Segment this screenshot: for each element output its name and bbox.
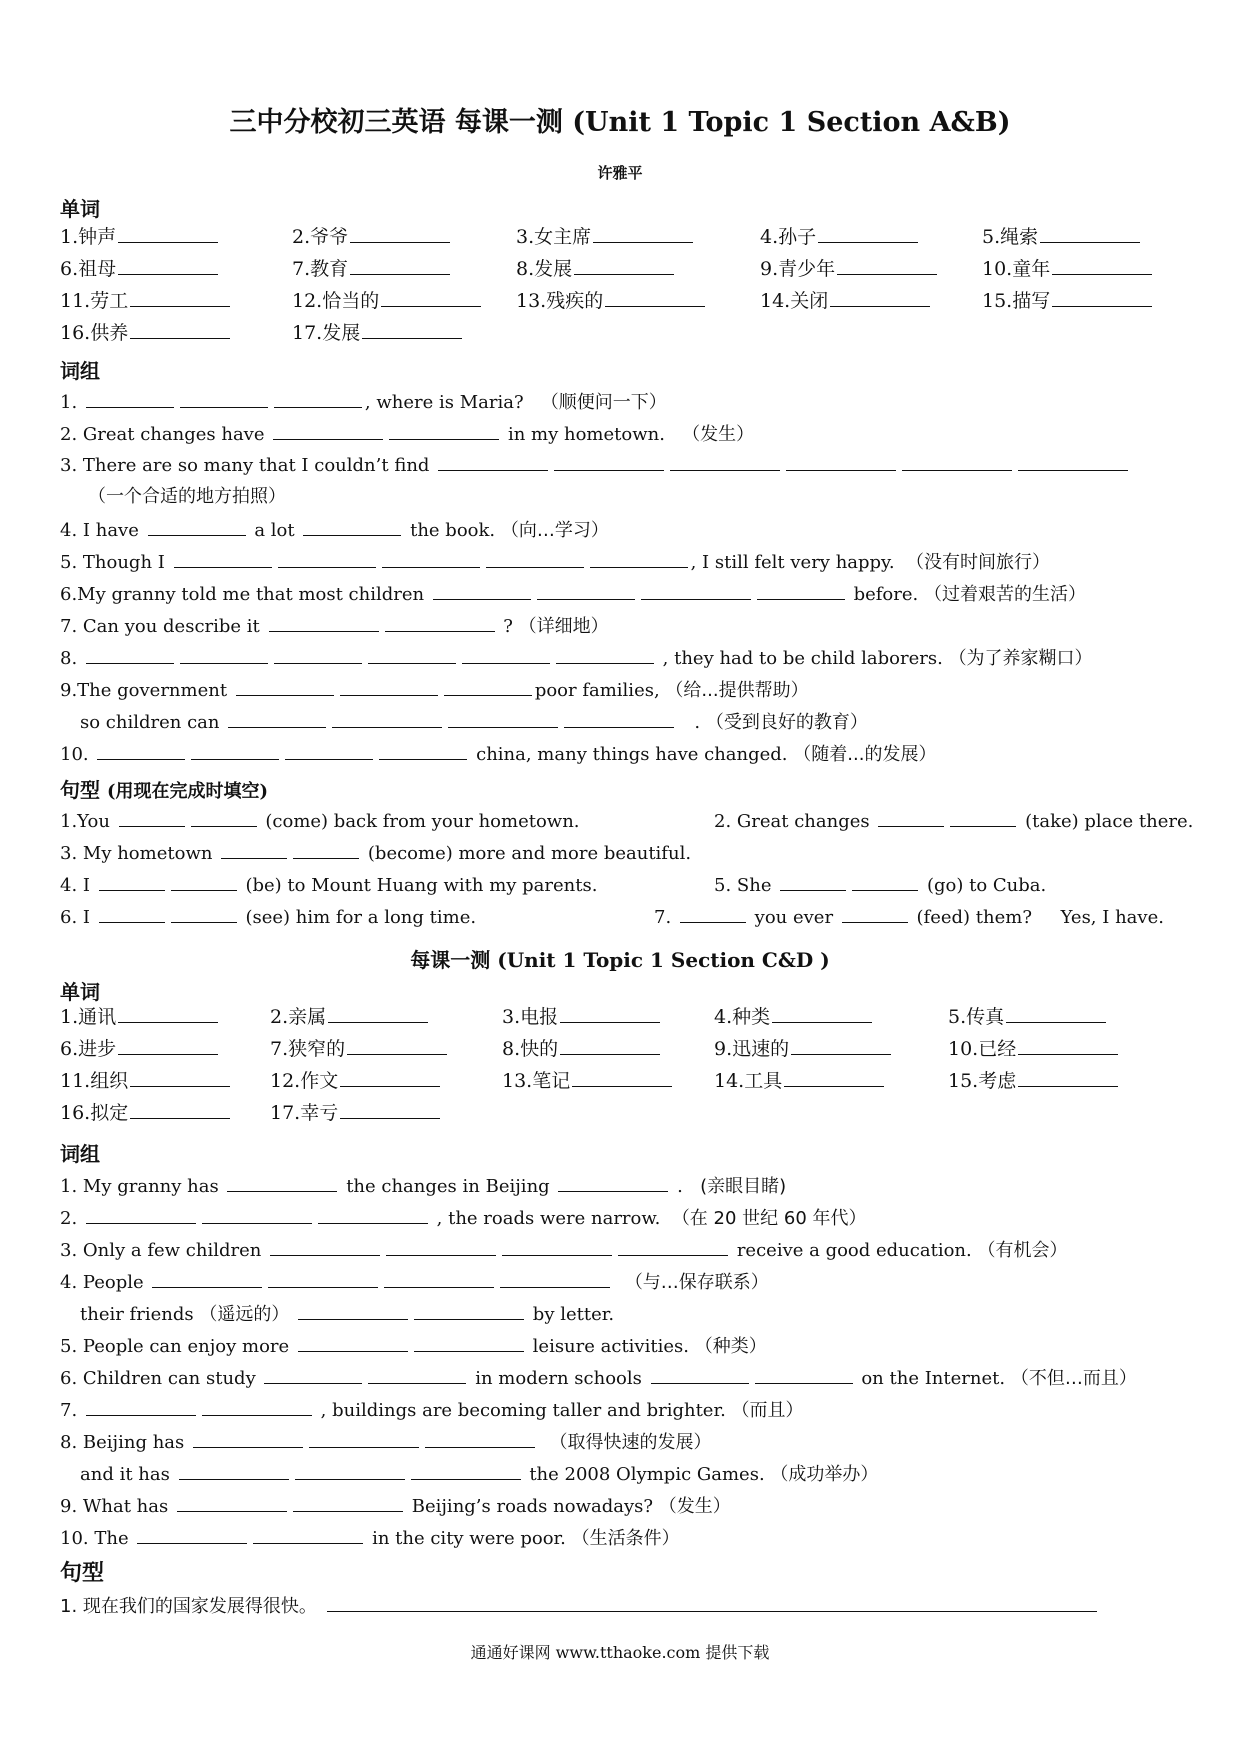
- blank[interactable]: [130, 1100, 230, 1119]
- phrase-a10: 10. china, many things have changed. （随着...的发展）: [60, 740, 936, 766]
- vocab-label: 12.恰当的: [292, 290, 380, 312]
- blank[interactable]: [780, 872, 846, 891]
- vocab-item: [760, 286, 933, 313]
- blank[interactable]: [379, 741, 467, 760]
- blank[interactable]: [554, 452, 664, 471]
- vocab-label: 11.劳工: [60, 290, 129, 312]
- vocab-label: 4.种类: [714, 1006, 771, 1028]
- phrase-a1: 1. , where is Maria? （顺便问一下）: [60, 388, 667, 414]
- sentence-a6: 6. I (see) him for a long time.: [60, 904, 476, 928]
- sentence-a3: 3. My hometown (become) more and more beautiful.: [60, 840, 691, 864]
- blank[interactable]: [500, 1269, 610, 1288]
- footer: 通通好课网 www.tthaoke.com 提供下载: [470, 1643, 770, 1662]
- blank[interactable]: [270, 1237, 380, 1256]
- vocab-label: 9.迅速的: [714, 1038, 790, 1060]
- blank[interactable]: [438, 452, 548, 471]
- vocab-item: [60, 1034, 221, 1061]
- vocab-label: 3.电报: [502, 1006, 559, 1028]
- blank[interactable]: [174, 549, 272, 568]
- blank[interactable]: [830, 288, 930, 307]
- blank[interactable]: [221, 840, 287, 859]
- blank[interactable]: [285, 741, 373, 760]
- blank[interactable]: [564, 709, 674, 728]
- vocab-item: [270, 1066, 443, 1093]
- blank[interactable]: [180, 389, 268, 408]
- blank[interactable]: [1052, 256, 1152, 275]
- blank[interactable]: [137, 1525, 247, 1544]
- answer-line[interactable]: [327, 1593, 1097, 1612]
- phrase-b7: 7. , buildings are becoming taller and brighter. （而且）: [60, 1396, 804, 1422]
- phrase-b4b: their friends （遥远的） by letter.: [80, 1300, 614, 1326]
- vocab-label: 13.残疾的: [516, 290, 604, 312]
- blank[interactable]: [86, 645, 174, 664]
- blank[interactable]: [228, 709, 326, 728]
- blank[interactable]: [130, 288, 230, 307]
- phrase-a4: 4. I have a lot the book. （向…学习）: [60, 516, 609, 542]
- phrase-b8: 8. Beijing has （取得快速的发展）: [60, 1428, 711, 1454]
- phrase-b3: 3. Only a few children receive a good education. （有机会）: [60, 1236, 1067, 1262]
- blank[interactable]: [303, 517, 401, 536]
- blank[interactable]: [118, 1036, 218, 1055]
- vocab-item: [760, 222, 921, 249]
- vocab-item: [60, 222, 221, 249]
- blank[interactable]: [618, 1237, 728, 1256]
- blank[interactable]: [385, 613, 495, 632]
- blank[interactable]: [680, 904, 746, 923]
- blank[interactable]: [852, 872, 918, 891]
- blank[interactable]: [1018, 452, 1128, 471]
- blank[interactable]: [651, 1365, 749, 1384]
- blank[interactable]: [1018, 1068, 1118, 1087]
- vocab-item: [60, 1002, 221, 1029]
- blank[interactable]: [433, 581, 531, 600]
- vocab-label: 12.作文: [270, 1070, 339, 1092]
- blank[interactable]: [171, 872, 237, 891]
- vocab-label: 6.进步: [60, 1038, 117, 1060]
- vocab-label: 11.组织: [60, 1070, 129, 1092]
- vocab-label: 14.工具: [714, 1070, 783, 1092]
- vocab-item: [982, 222, 1143, 249]
- blank[interactable]: [784, 1068, 884, 1087]
- phrase-a3: 3. There are so many that I couldn’t find: [60, 452, 1131, 476]
- blank[interactable]: [593, 224, 693, 243]
- vocab-item: [270, 1098, 443, 1125]
- vocab-label: 2.爷爷: [292, 226, 349, 248]
- blank[interactable]: [202, 1205, 312, 1224]
- vocab-label: 14.关闭: [760, 290, 829, 312]
- blank[interactable]: [86, 389, 174, 408]
- blank[interactable]: [462, 645, 550, 664]
- blank[interactable]: [1018, 1036, 1118, 1055]
- blank[interactable]: [350, 224, 450, 243]
- blank[interactable]: [786, 452, 896, 471]
- phrase-b9: 9. What has Beijing’s roads nowadays? （发生）: [60, 1492, 731, 1518]
- vocab-label: 5.绳索: [982, 226, 1039, 248]
- blank[interactable]: [425, 1429, 535, 1448]
- sentence-a4: 4. I (be) to Mount Huang with my parents.: [60, 872, 597, 896]
- vocab-label: 9.青少年: [760, 258, 836, 280]
- vocab-label: 17.发展: [292, 322, 361, 344]
- vocab-label: 10.已经: [948, 1038, 1017, 1060]
- sentence-heading-b: 句型: [60, 1560, 105, 1586]
- vocab-label: 5.传真: [948, 1006, 1005, 1028]
- blank[interactable]: [130, 1068, 230, 1087]
- blank[interactable]: [842, 904, 908, 923]
- blank[interactable]: [347, 1036, 447, 1055]
- vocab-item: [60, 254, 221, 281]
- vocab-item: [516, 286, 708, 313]
- phrase-a9b: so children can . （受到良好的教育）: [80, 708, 868, 734]
- blank[interactable]: [177, 1493, 287, 1512]
- blank[interactable]: [1006, 1004, 1106, 1023]
- blank[interactable]: [381, 288, 481, 307]
- phrase-b2: 2. , the roads were narrow. （在 20 世纪 60 年代）: [60, 1204, 867, 1230]
- blank[interactable]: [486, 549, 584, 568]
- sentence-a2: 2. Great changes (take) place there.: [714, 808, 1193, 832]
- blank[interactable]: [328, 1004, 428, 1023]
- vocab-item: [714, 1066, 887, 1093]
- blank[interactable]: [293, 1493, 403, 1512]
- blank[interactable]: [148, 517, 246, 536]
- phrase-a2: 2. Great changes have in my hometown. （发生）: [60, 420, 754, 446]
- vocab-label: 7.教育: [292, 258, 349, 280]
- blank[interactable]: [236, 677, 334, 696]
- vocab-label: 4.孙子: [760, 226, 817, 248]
- vocab-item: [516, 222, 696, 249]
- blank[interactable]: [590, 549, 688, 568]
- blank[interactable]: [273, 421, 383, 440]
- blank[interactable]: [537, 581, 635, 600]
- blank[interactable]: [278, 549, 376, 568]
- blank[interactable]: [350, 256, 450, 275]
- vocab-label: 8.快的: [502, 1038, 559, 1060]
- vocab-label: 13.笔记: [502, 1070, 571, 1092]
- blank[interactable]: [298, 1301, 408, 1320]
- author: 许雅平: [597, 164, 643, 182]
- blank[interactable]: [340, 677, 438, 696]
- vocab-label: 1.通讯: [60, 1006, 117, 1028]
- phrase-a7: 7. Can you describe it ? （详细地）: [60, 612, 609, 638]
- vocab-label: 8.发展: [516, 258, 573, 280]
- blank[interactable]: [180, 645, 268, 664]
- blank[interactable]: [202, 1397, 312, 1416]
- blank[interactable]: [227, 1173, 337, 1192]
- vocab-item: [714, 1034, 894, 1061]
- phrase-b1: 1. My granny has the changes in Beijing . (亲眼目睹): [60, 1172, 786, 1198]
- blank[interactable]: [670, 452, 780, 471]
- blank[interactable]: [368, 1365, 466, 1384]
- blank[interactable]: [295, 1461, 405, 1480]
- vocab-item: [714, 1002, 875, 1029]
- sentence-b1: 1. 现在我们的国家发展得很快。: [60, 1592, 1097, 1618]
- blank[interactable]: [269, 613, 379, 632]
- blank[interactable]: [119, 808, 185, 827]
- blank[interactable]: [791, 1036, 891, 1055]
- blank[interactable]: [384, 1269, 494, 1288]
- blank[interactable]: [411, 1461, 521, 1480]
- blank[interactable]: [340, 1100, 440, 1119]
- sentence-heading-a: 句型 (用现在完成时填空): [60, 778, 269, 802]
- vocab-label: 15.考虑: [948, 1070, 1017, 1092]
- phrase-a5: 5. Though I , I still felt very happy. （没有时间旅行）: [60, 548, 1050, 574]
- blank[interactable]: [253, 1525, 363, 1544]
- vocab-label: 3.女主席: [516, 226, 592, 248]
- vocab-label: 2.亲属: [270, 1006, 327, 1028]
- blank[interactable]: [1052, 288, 1152, 307]
- phrase-b4: 4. People （与…保存联系）: [60, 1268, 769, 1294]
- blank[interactable]: [86, 1397, 196, 1416]
- blank[interactable]: [444, 677, 532, 696]
- sentence-a5: 5. She (go) to Cuba.: [714, 872, 1046, 896]
- blank[interactable]: [386, 1237, 496, 1256]
- blank[interactable]: [171, 904, 237, 923]
- phrase-a9: 9.The government poor families, （给...提供帮助）: [60, 676, 809, 702]
- blank[interactable]: [118, 224, 218, 243]
- vocab-item: [948, 1002, 1109, 1029]
- blank[interactable]: [274, 645, 362, 664]
- vocab-heading-a: 单词: [60, 197, 100, 221]
- blank[interactable]: [950, 808, 1016, 827]
- blank[interactable]: [878, 808, 944, 827]
- blank[interactable]: [191, 808, 257, 827]
- vocab-item: [502, 1034, 663, 1061]
- blank[interactable]: [502, 1237, 612, 1256]
- blank[interactable]: [755, 1365, 853, 1384]
- vocab-heading-b: 单词: [60, 980, 100, 1004]
- blank[interactable]: [118, 256, 218, 275]
- vocab-item: [60, 318, 233, 345]
- vocab-item: [760, 254, 940, 281]
- blank[interactable]: [130, 320, 230, 339]
- blank[interactable]: [572, 1068, 672, 1087]
- blank[interactable]: [362, 320, 462, 339]
- blank[interactable]: [389, 421, 499, 440]
- vocab-item: [982, 254, 1155, 281]
- vocab-label: 10.童年: [982, 258, 1051, 280]
- vocab-label: 7.狭窄的: [270, 1038, 346, 1060]
- blank[interactable]: [86, 1205, 196, 1224]
- blank[interactable]: [382, 549, 480, 568]
- blank[interactable]: [574, 256, 674, 275]
- blank[interactable]: [293, 840, 359, 859]
- blank[interactable]: [274, 389, 362, 408]
- blank[interactable]: [340, 1068, 440, 1087]
- blank[interactable]: [1040, 224, 1140, 243]
- phrase-b10: 10. The in the city were poor. （生活条件）: [60, 1524, 680, 1550]
- phrase-a6: 6.My granny told me that most children before. （过着艰苦的生活）: [60, 580, 1086, 606]
- vocab-item: [948, 1034, 1121, 1061]
- blank[interactable]: [318, 1205, 428, 1224]
- blank[interactable]: [193, 1429, 303, 1448]
- blank[interactable]: [558, 1173, 668, 1192]
- blank[interactable]: [772, 1004, 872, 1023]
- blank[interactable]: [179, 1461, 289, 1480]
- blank[interactable]: [309, 1429, 419, 1448]
- blank[interactable]: [191, 741, 279, 760]
- vocab-label: 15.描写: [982, 290, 1051, 312]
- vocab-label: 17.幸亏: [270, 1102, 339, 1124]
- blank[interactable]: [152, 1269, 262, 1288]
- blank[interactable]: [757, 581, 845, 600]
- vocab-item: [292, 286, 484, 313]
- blank[interactable]: [560, 1004, 660, 1023]
- phrase-heading-a: 词组: [60, 359, 100, 383]
- blank[interactable]: [560, 1036, 660, 1055]
- vocab-item: [982, 286, 1155, 313]
- phrase-heading-b: 词组: [60, 1142, 100, 1166]
- phrase-a8: 8. , they had to be child laborers. （为了养家糊口）: [60, 644, 1093, 670]
- vocab-label: 16.拟定: [60, 1102, 129, 1124]
- vocab-item: [60, 286, 233, 313]
- vocab-item: [516, 254, 677, 281]
- blank[interactable]: [332, 709, 442, 728]
- phrase-b6: 6. Children can study in modern schools on the Internet. （不但…而且）: [60, 1364, 1137, 1390]
- vocab-label: 16.供养: [60, 322, 129, 344]
- vocab-item: [292, 318, 465, 345]
- vocab-item: [270, 1034, 450, 1061]
- blank[interactable]: [414, 1333, 524, 1352]
- vocab-item: [292, 254, 453, 281]
- blank[interactable]: [641, 581, 751, 600]
- vocab-item: [60, 1098, 233, 1125]
- page-title: 三中分校初三英语 每课一测 (Unit 1 Topic 1 Section A&B): [229, 107, 1011, 138]
- blank[interactable]: [818, 224, 918, 243]
- vocab-item: [270, 1002, 431, 1029]
- vocab-item: [502, 1002, 663, 1029]
- blank[interactable]: [902, 452, 1012, 471]
- blank[interactable]: [556, 645, 654, 664]
- blank[interactable]: [99, 872, 165, 891]
- vocab-label: 1.钟声: [60, 226, 117, 248]
- vocab-item: [60, 1066, 233, 1093]
- blank[interactable]: [368, 645, 456, 664]
- vocab-label: 6.祖母: [60, 258, 117, 280]
- vocab-item: [292, 222, 453, 249]
- blank[interactable]: [605, 288, 705, 307]
- blank[interactable]: [298, 1333, 408, 1352]
- sentence-a1: 1.You (come) back from your hometown.: [60, 808, 580, 832]
- sentence-a7: 7. you ever (feed) them? Yes, I have.: [654, 904, 1164, 928]
- blank[interactable]: [97, 741, 185, 760]
- blank[interactable]: [448, 709, 558, 728]
- blank[interactable]: [837, 256, 937, 275]
- blank[interactable]: [268, 1269, 378, 1288]
- phrase-b8b: and it has the 2008 Olympic Games. （成功举办）: [80, 1460, 878, 1486]
- blank[interactable]: [414, 1301, 524, 1320]
- phrase-b5: 5. People can enjoy more leisure activities. （种类）: [60, 1332, 767, 1358]
- blank[interactable]: [118, 1004, 218, 1023]
- section-b-title: 每课一测 (Unit 1 Topic 1 Section C&D ): [410, 948, 830, 972]
- vocab-item: [948, 1066, 1121, 1093]
- blank[interactable]: [99, 904, 165, 923]
- phrase-a3-hint: （一个合适的地方拍照）: [88, 486, 286, 507]
- vocab-item: [502, 1066, 675, 1093]
- blank[interactable]: [264, 1365, 362, 1384]
